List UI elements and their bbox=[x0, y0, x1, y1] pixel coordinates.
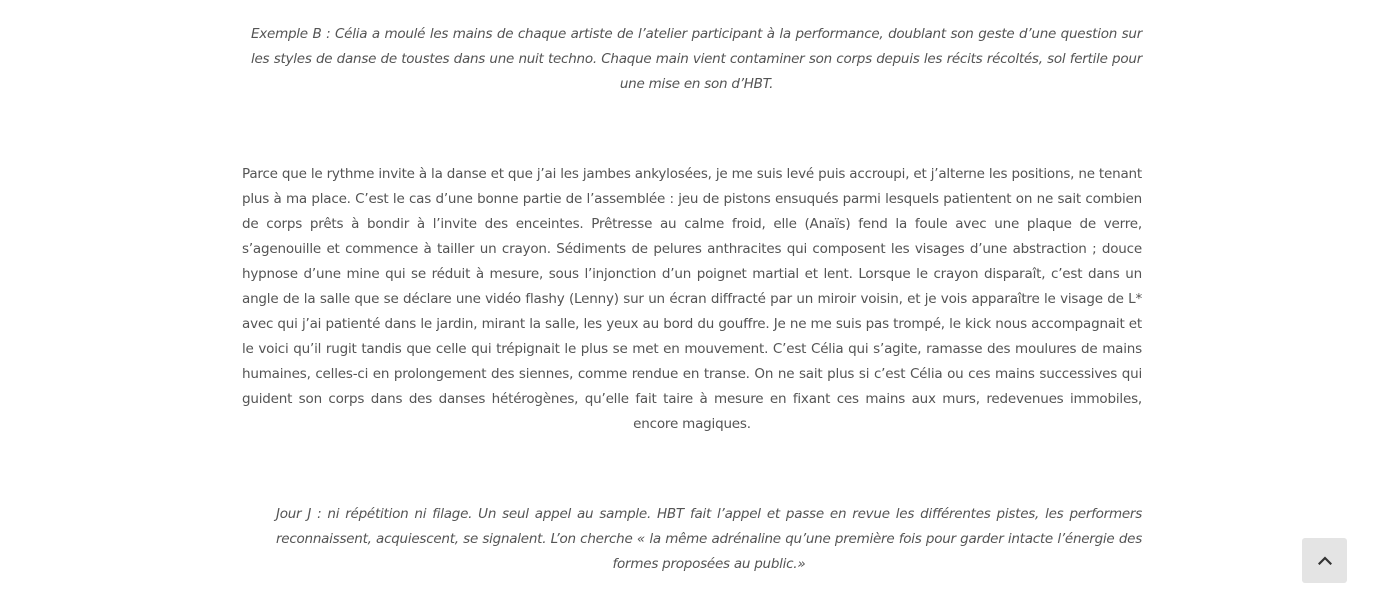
chevron-up-icon bbox=[1318, 556, 1332, 565]
quote-exemple-b: Exemple B : Célia a moulé les mains de chaque artiste de l’atelier participant à la performance, doublant son geste d’une question sur les styles de danse de toustes dans une nuit techno. Chaque main vient contaminer son corps depuis les récits récoltés, sol fertile pour une mise en son d’HBT. bbox=[251, 26, 1142, 92]
spacer bbox=[242, 437, 1142, 502]
quote-jour-j: Jour J : ni répétition ni filage. Un seul appel au sample. HBT fait l’appel et passe en revue les différentes pistes, les performers reconnaissent, acquiescent, se signalent. L’on cherche « la même adrénaline qu’une première fois pour garder intacte l’énergie des formes proposées au public.» bbox=[276, 506, 1142, 572]
scroll-to-top-button[interactable] bbox=[1302, 538, 1347, 583]
article-content bbox=[242, 22, 1142, 577]
spacer bbox=[242, 97, 1142, 162]
body-paragraph: Parce que le rythme invite à la danse et que j’ai les jambes ankylosées, je me suis levé puis accroupi, et j’alterne les positions, ne tenant plus à ma place. C’est le cas d’une bonne partie de l’assemblée : jeu de pistons ensuqués parmi lesquels patientent on ne sait combien de corps prêts à bondir à l’invite des enceintes. Prêtresse au calme froid, elle (Anaïs) fend la foule avec une plaque de verre, s’agenouille et commence à tailler un crayon. Sédiments de pelures anthracites qui composent les visages d’une abstraction ; douce hypnose d’une mine qui se réduit à mesure, sous l’injonction d’un poignet martial et lent. Lorsque le crayon disparaît, c’est dans un angle de la salle que se déclare une vidéo flashy (Lenny) sur un écran diffracté par un miroir voisin, et je vois apparaître le visage de L* avec qui j’ai patienté dans le jardin, mirant la salle, les yeux au bord du gouffre. Je ne me suis pas trompé, le kick nous accompagnait et le voici qu’il rugit tandis que celle qui trépignait le plus se met en mouvement. C’est Célia qui s’agite, ramasse des moulures de mains humaines, celles-ci en prolongement des siennes, comme rendue en transe. On ne sait plus si c’est Célia ou ces mains successives qui guident son corps dans des danses hétérogènes, qu’elle fait taire à mesure en fixant ces mains aux murs, redevenues immobiles, encore magiques. bbox=[242, 166, 1142, 432]
